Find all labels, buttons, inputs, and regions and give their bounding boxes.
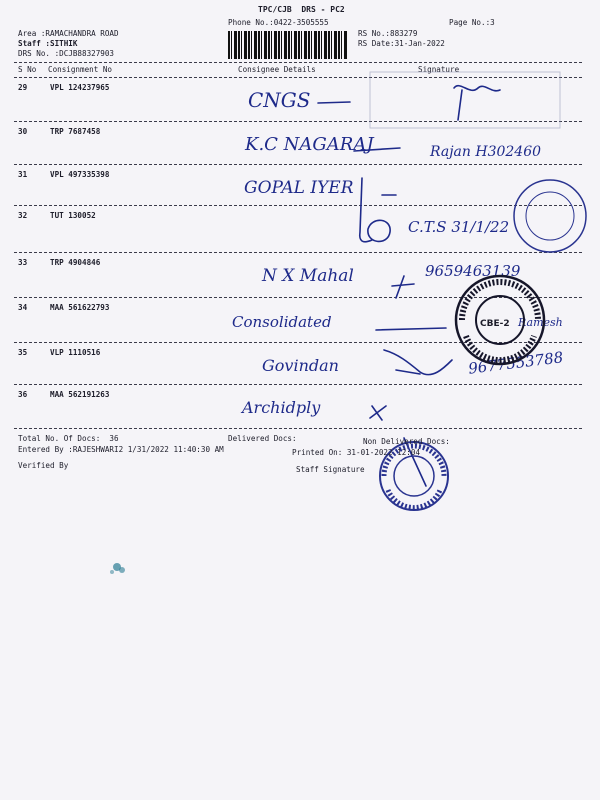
row-signature: C.T.S 31/1/22	[408, 218, 510, 236]
ink-blot-icon	[110, 563, 125, 574]
col-signature: Signature	[418, 65, 460, 74]
row-consignment: TRP 4904846	[50, 258, 101, 267]
row-consignment: TRP 7687458	[50, 127, 101, 136]
phone-number: Phone No.:0422-3505555	[228, 18, 329, 27]
row-sno: 33	[18, 258, 28, 267]
rs-number: RS No.:883279	[358, 29, 418, 38]
page-number: Page No.:3	[449, 18, 495, 27]
row-consignee: Govindan	[262, 356, 339, 375]
col-consignee: Consignee Details	[238, 65, 316, 74]
round-seal-icon	[514, 180, 586, 252]
row-sno: 30	[18, 127, 28, 136]
rs-date: RS Date:31-Jan-2022	[358, 39, 445, 48]
row-consignee: Archidply	[242, 398, 321, 417]
col-sno: S No	[18, 65, 37, 74]
row-consignment: MAA 562191263	[50, 390, 110, 399]
row-consignee: GOPAL IYER	[244, 178, 354, 198]
printed-on: Printed On: 31-01-2022 12:04	[292, 448, 421, 457]
staff-signature: Staff Signature	[296, 465, 365, 474]
non-delivered-docs: Non Delivered Docs:	[363, 437, 450, 446]
row-signature: Rajan H302460	[430, 144, 542, 160]
row-consignment: TUT 130052	[50, 211, 96, 220]
row-sno: 29	[18, 83, 28, 92]
total-docs: Total No. Of Docs: 36	[18, 434, 119, 443]
area-label: Area :RAMACHANDRA ROAD	[18, 29, 119, 38]
row-consignment: VPL 497335398	[50, 170, 110, 179]
row-sno: 31	[18, 170, 28, 179]
row-signature: 9677553788	[467, 348, 565, 378]
row-consignee: Consolidated	[232, 313, 332, 331]
faint-stamp-icon	[370, 72, 560, 128]
row-consignment: VLP 1110516	[50, 348, 101, 357]
verified-by: Verified By	[18, 461, 69, 470]
row-signature: 9659463139	[425, 262, 521, 280]
entered-by: Entered By :RAJESHWARI2 1/31/2022 11:40:30 AM	[18, 445, 224, 454]
row-consignee: CNGS	[248, 88, 311, 112]
row-consignee: K.C NAGARAJ	[245, 134, 374, 155]
delivered-docs: Delivered Docs:	[228, 434, 297, 443]
row-sno: 34	[18, 303, 28, 312]
row-sno: 36	[18, 390, 28, 399]
row-sno: 32	[18, 211, 28, 220]
col-consignment: Consignment No	[48, 65, 113, 74]
row-signature: Ramesh	[518, 316, 563, 329]
row-sno: 35	[18, 348, 28, 357]
row-consignee: N X Mahal	[262, 266, 354, 286]
row-consignment: VPL 124237965	[50, 83, 110, 92]
staff-label: Staff :SITHIK	[18, 39, 78, 48]
row-consignment: MAA 561622793	[50, 303, 110, 312]
stamp-code: CBE-2	[480, 319, 510, 329]
sheet-title: TPC/CJB DRS - PC2	[258, 5, 345, 14]
drs-number: DRS No. :DCJB88327903	[18, 49, 115, 58]
